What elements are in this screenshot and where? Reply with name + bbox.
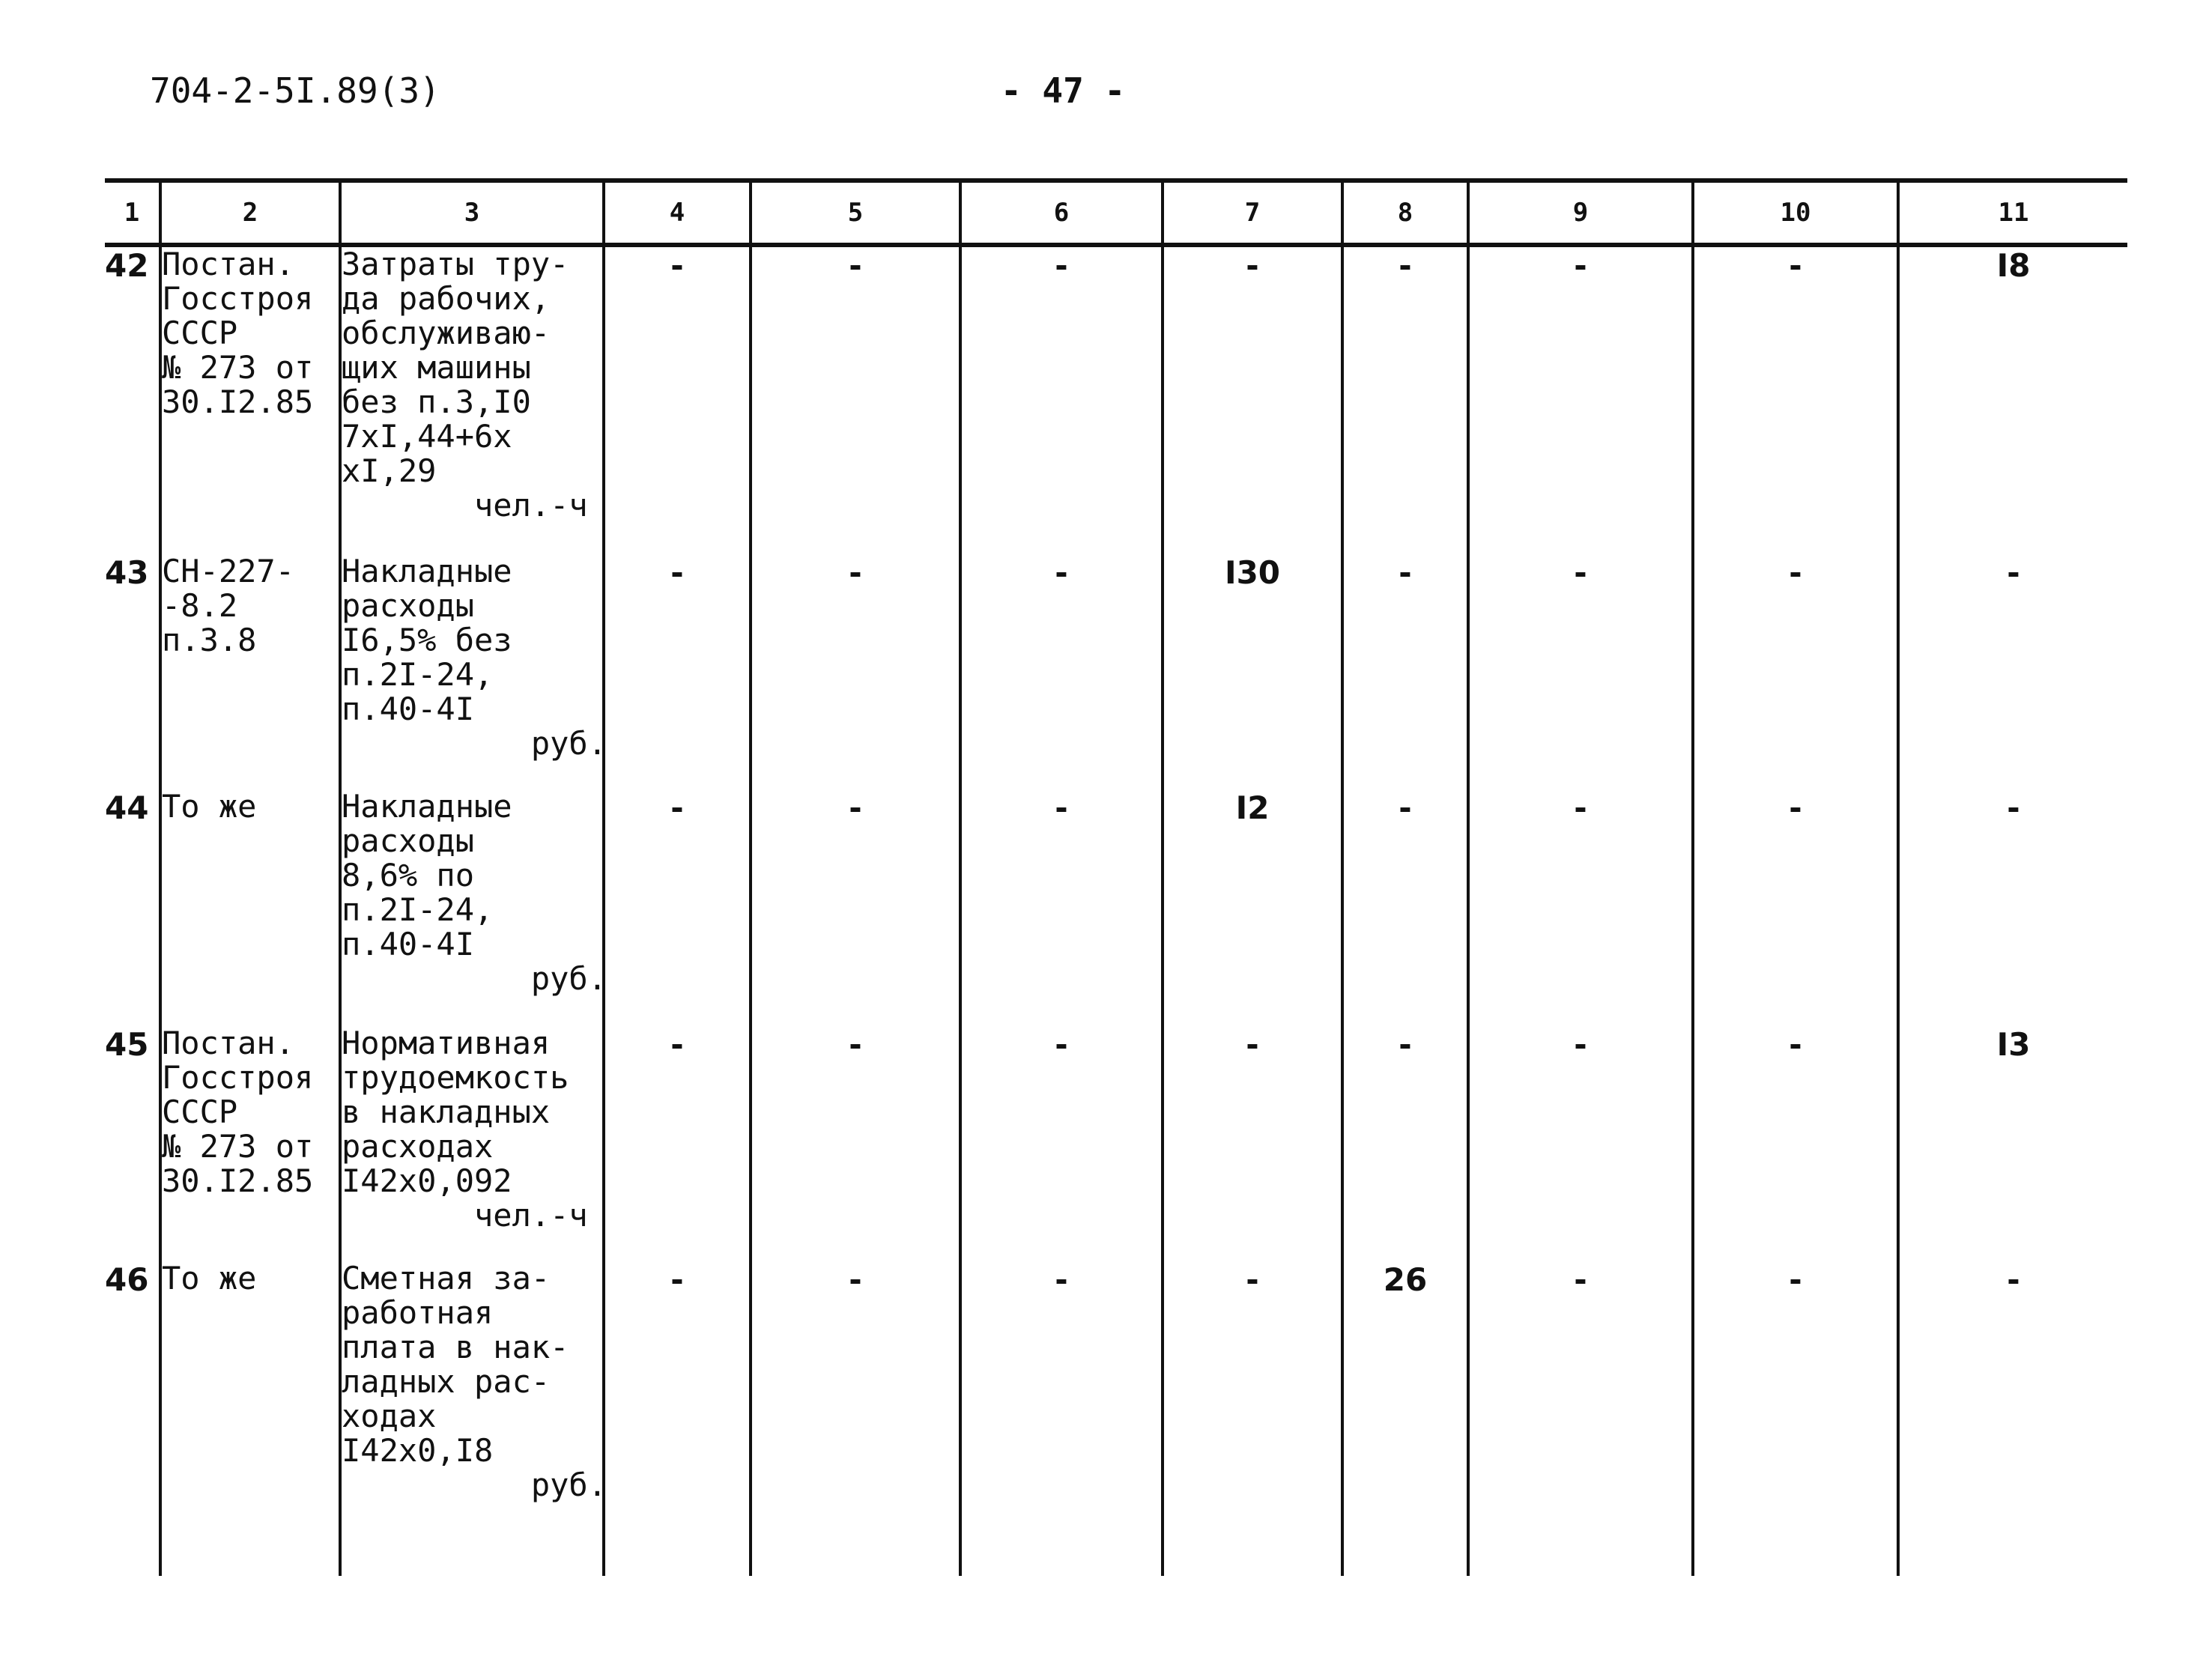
table-row: [105, 1261, 2127, 1576]
value-cell-10: -: [1693, 554, 1898, 789]
col-header-9: 9: [1468, 181, 1693, 245]
value-cell-7: -: [1163, 1261, 1342, 1576]
value-cell-8: -: [1342, 245, 1468, 554]
col-header-1: 1: [105, 181, 160, 245]
table-row: [105, 554, 2127, 789]
value-cell-7: -: [1163, 1026, 1342, 1261]
description-cell: Накладные расходы I6,5% без п.2I-24, п.40-4I руб.: [340, 554, 604, 789]
document-code: 704-2-5I.89(3): [150, 70, 440, 111]
value-cell-9: -: [1468, 1261, 1693, 1576]
value-cell-6: -: [960, 245, 1163, 554]
col-header-8: 8: [1342, 181, 1468, 245]
value-cell-9: -: [1468, 1026, 1693, 1261]
value-cell-6: -: [960, 789, 1163, 1026]
col-header-7: 7: [1163, 181, 1342, 245]
col-header-4: 4: [604, 181, 751, 245]
table-row: [105, 789, 2127, 1026]
description-cell: Нормативная трудоемкость в накладных расходах I42x0,092 чел.-ч: [340, 1026, 604, 1261]
value-cell-7: I2: [1163, 789, 1342, 1026]
value-cell-8: -: [1342, 554, 1468, 789]
row-number: 44: [105, 789, 149, 826]
source-cell: СН-227- -8.2 п.3.8: [160, 554, 340, 789]
value-cell-10: -: [1693, 1026, 1898, 1261]
row-number: 42: [105, 247, 149, 284]
value-cell-10: -: [1693, 1261, 1898, 1576]
source-cell: Постан. Госстроя СССР № 273 от 30.I2.85: [160, 1026, 340, 1261]
column-number-row: [105, 181, 2127, 245]
value-cell-10: -: [1693, 789, 1898, 1026]
col-header-2: 2: [160, 181, 340, 245]
table-row: [105, 245, 2127, 554]
row-number: 45: [105, 1026, 149, 1063]
value-cell-11: -: [1898, 789, 2127, 1026]
row-number: 46: [105, 1261, 149, 1298]
col-header-10: 10: [1693, 181, 1898, 245]
value-cell-5: -: [751, 1261, 960, 1576]
estimate-table: [105, 178, 2127, 1576]
col-header-6: 6: [960, 181, 1163, 245]
value-cell-8: 26: [1342, 1261, 1468, 1576]
value-cell-10: -: [1693, 245, 1898, 554]
source-cell: То же: [160, 1261, 340, 1576]
value-cell-9: -: [1468, 789, 1693, 1026]
value-cell-4: -: [604, 554, 751, 789]
description-cell: Затраты тру- да рабочих, обслуживаю- щих машины без п.3,I0 7xI,44+6x xI,29 чел.-ч: [340, 245, 604, 554]
value-cell-11: -: [1898, 554, 2127, 789]
value-cell-6: -: [960, 1261, 1163, 1576]
value-cell-5: -: [751, 245, 960, 554]
value-cell-8: -: [1342, 1026, 1468, 1261]
value-cell-7: -: [1163, 245, 1342, 554]
value-cell-11: -: [1898, 1261, 2127, 1576]
value-cell-11: I3: [1898, 1026, 2127, 1261]
value-cell-8: -: [1342, 789, 1468, 1026]
source-cell: То же: [160, 789, 340, 1026]
description-cell: Сметная за- работная плата в нак- ладных рас- ходах I42x0,I8 руб.: [340, 1261, 604, 1576]
col-header-3: 3: [340, 181, 604, 245]
value-cell-5: -: [751, 789, 960, 1026]
source-cell: Постан. Госстроя СССР № 273 от 30.I2.85: [160, 245, 340, 554]
description-cell: Накладные расходы 8,6% по п.2I-24, п.40-4I руб.: [340, 789, 604, 1026]
row-number: 43: [105, 554, 149, 591]
value-cell-4: -: [604, 1261, 751, 1576]
value-cell-9: -: [1468, 245, 1693, 554]
value-cell-4: -: [604, 245, 751, 554]
table-row: [105, 1026, 2127, 1261]
value-cell-4: -: [604, 789, 751, 1026]
value-cell-5: -: [751, 1026, 960, 1261]
value-cell-4: -: [604, 1026, 751, 1261]
value-cell-9: -: [1468, 554, 1693, 789]
value-cell-6: -: [960, 1026, 1163, 1261]
value-cell-5: -: [751, 554, 960, 789]
col-header-11: 11: [1898, 181, 2127, 245]
col-header-5: 5: [751, 181, 960, 245]
value-cell-7: I30: [1163, 554, 1342, 789]
page-number: - 47 -: [1001, 70, 1126, 111]
value-cell-6: -: [960, 554, 1163, 789]
value-cell-11: I8: [1898, 245, 2127, 554]
